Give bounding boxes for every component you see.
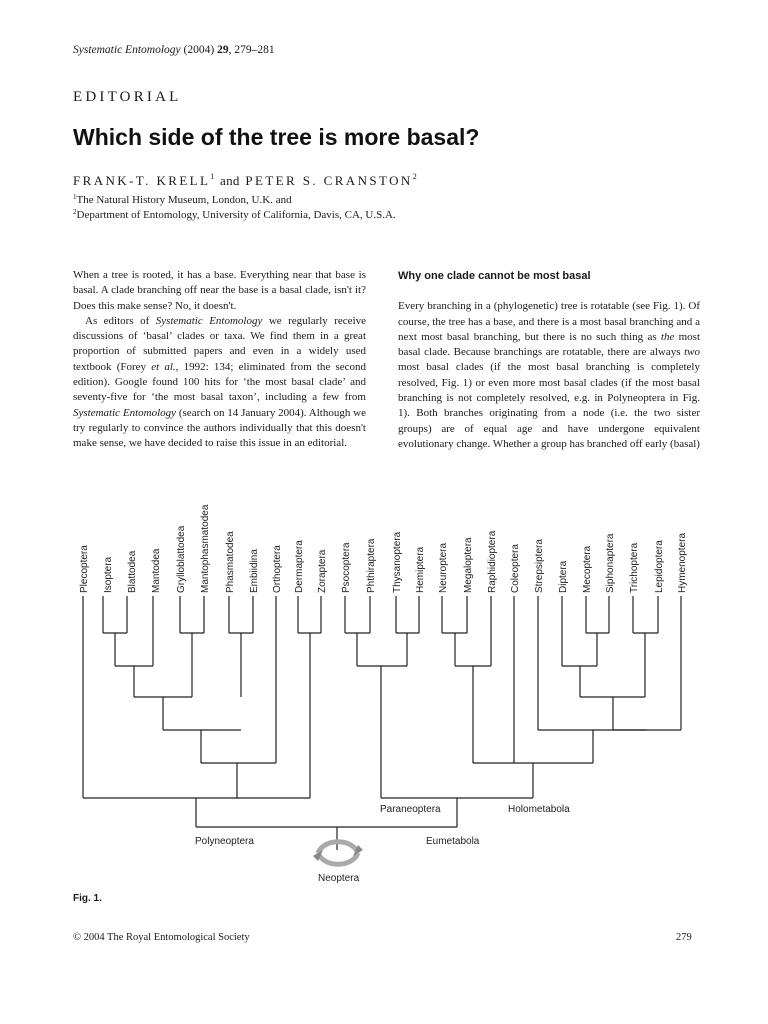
author-krell-affil: 1 bbox=[210, 172, 215, 181]
journal-name: Systematic Entomology bbox=[73, 44, 181, 56]
journal-pages: , 279–281 bbox=[228, 44, 275, 56]
taxon-label: Dermaptera bbox=[294, 540, 305, 593]
taxon-label: Siphonaptera bbox=[605, 533, 616, 593]
figure-caption: Fig. 1. bbox=[73, 893, 102, 904]
taxon-label: Zoraptera bbox=[317, 549, 328, 593]
taxon-label: Phthiraptera bbox=[366, 538, 377, 593]
taxon-label: Coleoptera bbox=[510, 544, 521, 593]
taxon-label: Grylloblattodea bbox=[176, 525, 187, 593]
left-column bbox=[73, 268, 366, 452]
author-and: and bbox=[220, 173, 240, 188]
taxon-label: Neuroptera bbox=[438, 542, 449, 593]
taxon-label: Hemiptera bbox=[415, 546, 426, 593]
taxon-label: Mantodea bbox=[151, 548, 162, 593]
page-number: 279 bbox=[676, 932, 692, 943]
taxon-label: Plecoptera bbox=[79, 545, 90, 593]
right-column bbox=[398, 269, 700, 452]
taxon-label: Lepidoptera bbox=[654, 540, 665, 593]
taxon-label: Mecoptera bbox=[582, 545, 593, 593]
taxon-label: Embiidina bbox=[249, 549, 260, 593]
journal-citation bbox=[73, 44, 275, 56]
affiliation-1: $^1$The Natural History Museum, London, U.K. and bbox=[73, 193, 292, 206]
taxon-label: Trichoptera bbox=[629, 542, 640, 593]
taxon-label: Thysanoptera bbox=[392, 531, 403, 593]
taxon-label: Psocoptera bbox=[341, 542, 352, 593]
affiliation-2: $^2$Department of Entomology, University of California, Davis, CA, U.S.A. bbox=[73, 208, 396, 221]
label-eumetabola: Eumetabola bbox=[426, 836, 480, 847]
author-krell: FRANK-T. KRELL bbox=[73, 173, 211, 188]
author-cranston: PETER S. CRANSTON bbox=[245, 173, 413, 188]
rotation-arrow-icon bbox=[313, 842, 363, 865]
author-list bbox=[73, 172, 417, 189]
paragraph-intro: When a tree is rooted, it has a base. Everything near that base is basal. A clade branching off near the base is a basal clade, isn't it? Does this make sense? No, it doesn't. bbox=[73, 269, 366, 312]
journal-year: (2004) bbox=[183, 44, 215, 56]
taxon-label: Strepsiptera bbox=[534, 539, 545, 593]
taxon-label: Isoptera bbox=[103, 556, 114, 593]
taxon-label: Diptera bbox=[558, 560, 569, 593]
label-holometabola: Holometabola bbox=[508, 804, 570, 815]
section-label: EDITORIAL bbox=[73, 89, 182, 105]
label-polyneoptera: Polyneoptera bbox=[195, 836, 254, 847]
taxon-label: Mantophasmatodea bbox=[200, 504, 211, 593]
label-neoptera: Neoptera bbox=[318, 873, 360, 884]
paragraph-editors: As editors of Systematic Entomology we regularly receive discussions of ‘basal’ clades or taxa. We find them in a great proportion of submitted papers and even in a widely used textbook (Forey et al., 1992: 134; eliminated from the second edition). Google found 100 hits for ‘the most basal clade’ and seventy-five for ‘the most basal taxon’, including a few from Systematic Entomology (search on 14 January 2004). Although we try regularly to convince the authors individually that this doesn't make sense, we have decided to raise this issue in an editorial. bbox=[73, 314, 367, 450]
copyright-notice: © 2004 The Royal Entomological Society bbox=[73, 932, 250, 943]
phylogenetic-tree bbox=[0, 500, 768, 890]
label-paraneoptera: Paraneoptera bbox=[380, 804, 441, 815]
section-heading: Why one clade cannot be most basal bbox=[398, 270, 591, 282]
journal-volume: 29 bbox=[217, 44, 229, 56]
paragraph-rotatable: Every branching in a (phylogenetic) tree is rotatable (see Fig. 1). Of course, the tree has a base, and there is a most basal branching and a next most basal branching, but there is no such thing as the most basal clade. Because branchings are rotatable, there are always two most basal clades (if the most basal branching is completely resolved, Fig. 1) or even more most basal clades (if the most basal branching is not completely resolved, e.g. in Polyneoptera in Fig. 1). Both branches originating from a node (i.e. the two sister groups) are of equal age and have undergone equivalent evolutionary change. Whether a group has branched off early (basal) bbox=[398, 300, 700, 450]
taxon-labels bbox=[79, 504, 688, 593]
author-cranston-affil: 2 bbox=[412, 172, 417, 181]
taxon-label: Orthoptera bbox=[272, 545, 283, 593]
taxon-label: Raphidioptera bbox=[487, 530, 498, 593]
taxon-label: Megaloptera bbox=[463, 537, 474, 593]
article-title: Which side of the tree is more basal? bbox=[73, 124, 480, 150]
taxon-label: Phasmatodea bbox=[225, 531, 236, 593]
taxon-label: Hymenoptera bbox=[677, 532, 688, 593]
taxon-label: Blattodea bbox=[127, 550, 138, 593]
